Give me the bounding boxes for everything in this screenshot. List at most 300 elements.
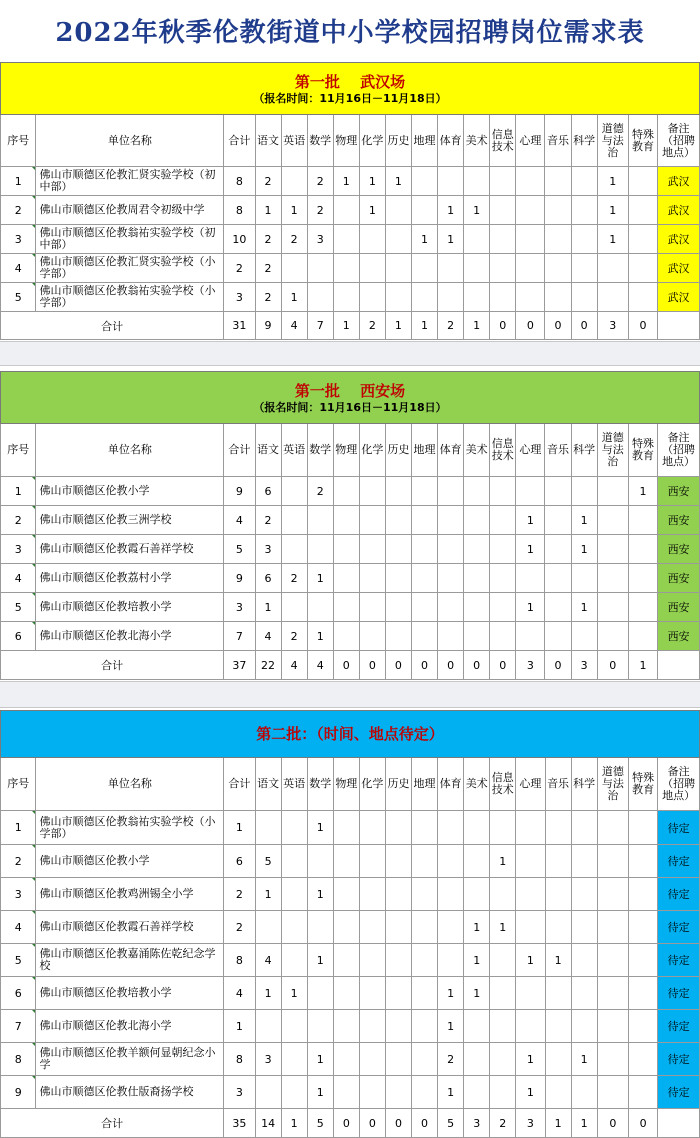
subject-count xyxy=(545,811,571,845)
row-total: 5 xyxy=(224,535,255,564)
header-subject: 英语 xyxy=(281,758,307,811)
subject-count xyxy=(597,977,628,1010)
subject-count xyxy=(307,506,333,535)
subject-count xyxy=(385,1076,411,1109)
subject-count xyxy=(628,977,657,1010)
subject-count xyxy=(333,811,359,845)
subject-count xyxy=(359,622,385,651)
subject-count xyxy=(307,254,333,283)
subject-count xyxy=(412,1010,438,1043)
subject-count xyxy=(255,1010,281,1043)
subject-count xyxy=(597,622,628,651)
recruit-location: 待定 xyxy=(658,878,700,911)
subject-count xyxy=(597,878,628,911)
subject-count: 1 xyxy=(571,506,597,535)
subject-count xyxy=(490,254,516,283)
subject-count xyxy=(516,811,545,845)
subject-count: 3 xyxy=(307,225,333,254)
section-divider xyxy=(0,681,700,708)
registration-period: （报名时间：11月16日－11月18日） xyxy=(253,91,447,105)
subject-count xyxy=(571,254,597,283)
subject-count xyxy=(307,535,333,564)
sum-subject-count: 1 xyxy=(385,312,411,340)
header-subject: 科学 xyxy=(571,424,597,477)
subject-count: 1 xyxy=(333,167,359,196)
subject-count xyxy=(464,477,490,506)
sum-subject-count: 1 xyxy=(333,312,359,340)
subject-count xyxy=(597,811,628,845)
header-subject: 心理 xyxy=(516,424,545,477)
subject-count: 1 xyxy=(571,1043,597,1076)
row-total: 2 xyxy=(224,911,255,944)
subject-count: 1 xyxy=(516,1043,545,1076)
subject-count xyxy=(628,811,657,845)
sum-subject-count: 0 xyxy=(438,651,464,680)
header-subject: 心理 xyxy=(516,115,545,167)
subject-count xyxy=(412,911,438,944)
header-subject: 道德与法治 xyxy=(597,115,628,167)
subject-count xyxy=(545,477,571,506)
header-subject: 音乐 xyxy=(545,758,571,811)
subject-count: 1 xyxy=(255,878,281,911)
unit-name: 佛山市顺德区伦教培教小学 xyxy=(36,593,224,622)
subject-count xyxy=(385,254,411,283)
subject-count: 1 xyxy=(490,845,516,878)
unit-name: 佛山市顺德区伦教周君令初级中学 xyxy=(36,196,224,225)
row-seq: 3 xyxy=(1,535,36,564)
subject-count xyxy=(464,535,490,564)
sum-subject-count: 22 xyxy=(255,651,281,680)
subject-count xyxy=(281,535,307,564)
subject-count xyxy=(571,477,597,506)
subject-count xyxy=(307,283,333,312)
recruit-location: 西安 xyxy=(658,506,700,535)
sum-subject-count: 0 xyxy=(628,1109,657,1138)
recruit-location: 西安 xyxy=(658,477,700,506)
subject-count xyxy=(281,1043,307,1076)
row-seq: 9 xyxy=(1,1076,36,1109)
subject-count xyxy=(385,622,411,651)
subject-count xyxy=(359,811,385,845)
subject-count xyxy=(545,225,571,254)
subject-count xyxy=(516,167,545,196)
subject-count: 1 xyxy=(516,593,545,622)
subject-count xyxy=(412,811,438,845)
sum-subject-count: 2 xyxy=(438,312,464,340)
sum-subject-count: 0 xyxy=(411,651,437,680)
subject-count xyxy=(597,506,628,535)
subject-count: 1 xyxy=(438,977,464,1010)
subject-count: 1 xyxy=(438,1076,464,1109)
header-subject: 道德与法治 xyxy=(597,424,628,477)
subject-count xyxy=(359,1010,385,1043)
subject-count xyxy=(359,593,385,622)
header-subject: 音乐 xyxy=(545,424,571,477)
registration-period: （报名时间：11月16日－11月18日） xyxy=(253,400,447,414)
header-subject: 地理 xyxy=(412,758,438,811)
header-subject: 信息技术 xyxy=(490,115,516,167)
section-banner-row xyxy=(1,63,700,115)
subject-count xyxy=(307,977,333,1010)
sum-subject-count: 0 xyxy=(628,312,657,340)
subject-count: 5 xyxy=(255,845,281,878)
recruit-location: 待定 xyxy=(658,944,700,977)
table-row xyxy=(1,878,700,911)
subject-count xyxy=(464,878,490,911)
table-row xyxy=(1,977,700,1010)
subject-count: 1 xyxy=(628,477,657,506)
subject-count xyxy=(385,535,411,564)
section-title: 第一批 武汉场 xyxy=(294,72,406,91)
sum-subject-count: 0 xyxy=(385,651,411,680)
subject-count xyxy=(255,811,281,845)
subject-count: 1 xyxy=(281,196,307,225)
subject-count xyxy=(333,911,359,944)
subject-count xyxy=(412,1076,438,1109)
header-remark: 备注（招聘地点） xyxy=(658,115,700,167)
subject-count xyxy=(490,593,516,622)
subject-count xyxy=(385,196,411,225)
subject-count xyxy=(411,506,437,535)
unit-name: 佛山市顺德区伦教荔村小学 xyxy=(36,564,224,593)
subject-count: 1 xyxy=(307,878,333,911)
subject-count: 1 xyxy=(516,944,545,977)
subject-count xyxy=(490,167,516,196)
subject-count: 1 xyxy=(597,167,628,196)
recruit-location: 西安 xyxy=(658,593,700,622)
subject-count xyxy=(438,254,464,283)
subject-count xyxy=(490,564,516,593)
subject-count xyxy=(359,878,385,911)
table-row xyxy=(1,225,700,254)
header-subject: 体育 xyxy=(438,758,464,811)
subject-count: 6 xyxy=(255,477,281,506)
subject-count xyxy=(490,878,516,911)
row-total: 9 xyxy=(224,564,255,593)
row-seq: 2 xyxy=(1,845,36,878)
subject-count xyxy=(464,593,490,622)
subject-count xyxy=(628,878,657,911)
subject-count xyxy=(628,845,657,878)
subject-count xyxy=(516,622,545,651)
subject-count xyxy=(597,845,628,878)
subject-count xyxy=(628,535,657,564)
subject-count xyxy=(597,477,628,506)
table-row xyxy=(1,477,700,506)
subject-count xyxy=(571,1010,597,1043)
header-unit: 单位名称 xyxy=(36,115,224,167)
unit-name: 佛山市顺德区伦教嘉涌陈佐乾纪念学校 xyxy=(36,944,224,977)
subject-count xyxy=(385,506,411,535)
recruit-location: 待定 xyxy=(658,1010,700,1043)
subject-count: 2 xyxy=(281,564,307,593)
document-title: 2022年秋季伦教街道中小学校园招聘岗位需求表 xyxy=(55,17,645,48)
subject-count xyxy=(438,593,464,622)
row-seq: 4 xyxy=(1,911,36,944)
row-seq: 5 xyxy=(1,283,36,312)
sum-subject-count: 0 xyxy=(359,1109,385,1138)
sum-subject-count: 4 xyxy=(281,651,307,680)
subject-count xyxy=(516,225,545,254)
subject-count xyxy=(438,911,464,944)
subject-count: 6 xyxy=(255,564,281,593)
subject-count xyxy=(597,911,628,944)
subject-count xyxy=(490,944,516,977)
subject-count xyxy=(359,845,385,878)
recruit-location: 武汉 xyxy=(658,167,700,196)
sum-subject-count: 3 xyxy=(464,1109,490,1138)
subject-count xyxy=(281,167,307,196)
subject-count xyxy=(385,477,411,506)
subject-count xyxy=(411,283,437,312)
subject-count xyxy=(464,283,490,312)
header-subject: 科学 xyxy=(571,758,597,811)
subject-count: 1 xyxy=(490,911,516,944)
header-subject: 英语 xyxy=(281,115,307,167)
table-row xyxy=(1,811,700,845)
sum-subject-count: 5 xyxy=(307,1109,333,1138)
row-total: 3 xyxy=(224,1076,255,1109)
header-subject: 体育 xyxy=(438,424,464,477)
column-header-row xyxy=(1,758,700,811)
table-row xyxy=(1,845,700,878)
subject-count xyxy=(281,878,307,911)
header-total: 合计 xyxy=(224,758,255,811)
subject-count: 1 xyxy=(516,535,545,564)
row-total: 8 xyxy=(224,196,255,225)
subject-count xyxy=(571,878,597,911)
sum-subject-count: 5 xyxy=(438,1109,464,1138)
subject-count xyxy=(571,977,597,1010)
header-subject: 历史 xyxy=(385,115,411,167)
section-banner-row xyxy=(1,711,700,758)
subject-count xyxy=(438,811,464,845)
header-subject: 地理 xyxy=(411,115,437,167)
subject-count xyxy=(628,167,657,196)
recruitment-table-wuhan xyxy=(0,62,700,340)
row-total: 8 xyxy=(224,1043,255,1076)
header-subject: 历史 xyxy=(385,424,411,477)
row-total: 4 xyxy=(224,506,255,535)
subject-count xyxy=(438,506,464,535)
header-seq: 序号 xyxy=(1,758,36,811)
header-total: 合计 xyxy=(224,424,255,477)
subject-count xyxy=(628,593,657,622)
section-banner-row xyxy=(1,372,700,424)
sum-subject-count: 0 xyxy=(545,312,571,340)
subject-count: 1 xyxy=(307,1076,333,1109)
subject-count xyxy=(412,845,438,878)
subject-count xyxy=(545,845,571,878)
subject-count xyxy=(490,225,516,254)
subject-count: 2 xyxy=(281,622,307,651)
subject-count xyxy=(490,535,516,564)
row-total: 10 xyxy=(224,225,255,254)
row-seq: 5 xyxy=(1,593,36,622)
subject-count xyxy=(307,845,333,878)
unit-name: 佛山市顺德区伦教汇贤实验学校（初中部） xyxy=(36,167,224,196)
subject-count xyxy=(490,477,516,506)
subject-count xyxy=(281,254,307,283)
column-header-row xyxy=(1,424,700,477)
header-subject: 音乐 xyxy=(545,115,571,167)
unit-name: 佛山市顺德区伦教小学 xyxy=(36,845,224,878)
section-title: 第一批 西安场 xyxy=(294,381,406,400)
subject-count xyxy=(411,254,437,283)
subject-count xyxy=(438,477,464,506)
subject-count xyxy=(597,944,628,977)
subject-count: 2 xyxy=(307,167,333,196)
subject-count xyxy=(628,622,657,651)
subject-count: 1 xyxy=(464,196,490,225)
subject-count: 1 xyxy=(307,811,333,845)
subject-count xyxy=(385,1010,411,1043)
table-row xyxy=(1,506,700,535)
table-row xyxy=(1,593,700,622)
subject-count xyxy=(571,845,597,878)
sum-total: 35 xyxy=(224,1109,255,1138)
subject-count xyxy=(628,564,657,593)
sum-subject-count: 0 xyxy=(490,312,516,340)
sum-label: 合计 xyxy=(1,651,224,680)
recruitment-table-xian xyxy=(0,371,700,680)
subject-count xyxy=(597,1043,628,1076)
subject-count: 1 xyxy=(464,944,490,977)
table-row xyxy=(1,535,700,564)
subject-count xyxy=(490,811,516,845)
sum-subject-count: 2 xyxy=(490,1109,516,1138)
subject-count xyxy=(571,944,597,977)
subject-count xyxy=(545,622,571,651)
subject-count xyxy=(359,944,385,977)
subject-count xyxy=(333,506,359,535)
subject-count xyxy=(490,283,516,312)
sum-label: 合计 xyxy=(1,1109,224,1138)
sum-subject-count: 1 xyxy=(464,312,490,340)
sum-subject-count: 0 xyxy=(516,312,545,340)
subject-count xyxy=(411,535,437,564)
subject-count xyxy=(385,811,411,845)
sum-subject-count: 7 xyxy=(307,312,333,340)
row-seq: 1 xyxy=(1,167,36,196)
subject-count xyxy=(571,167,597,196)
subject-count: 1 xyxy=(545,944,571,977)
sum-subject-count: 3 xyxy=(516,1109,545,1138)
unit-name: 佛山市顺德区伦教三洲学校 xyxy=(36,506,224,535)
subject-count xyxy=(571,911,597,944)
subject-count xyxy=(464,506,490,535)
subject-count xyxy=(571,225,597,254)
subject-count xyxy=(490,622,516,651)
sum-remark xyxy=(658,312,700,340)
subject-count xyxy=(490,1076,516,1109)
header-subject: 物理 xyxy=(333,115,359,167)
subject-count xyxy=(571,283,597,312)
unit-name: 佛山市顺德区伦教北海小学 xyxy=(36,1010,224,1043)
unit-name: 佛山市顺德区伦教培教小学 xyxy=(36,977,224,1010)
subject-count xyxy=(571,1076,597,1109)
unit-name: 佛山市顺德区伦教翁祐实验学校（初中部） xyxy=(36,225,224,254)
subject-count xyxy=(464,811,490,845)
subject-count: 1 xyxy=(597,196,628,225)
subject-count: 4 xyxy=(255,622,281,651)
section-banner xyxy=(1,63,700,115)
subject-count xyxy=(307,593,333,622)
subject-count xyxy=(464,564,490,593)
row-seq: 4 xyxy=(1,564,36,593)
recruit-location: 西安 xyxy=(658,564,700,593)
sum-subject-count: 1 xyxy=(628,651,657,680)
unit-name: 佛山市顺德区伦教北海小学 xyxy=(36,622,224,651)
sum-subject-count: 0 xyxy=(571,312,597,340)
sum-subject-count: 1 xyxy=(281,1109,307,1138)
subject-count xyxy=(412,977,438,1010)
recruit-location: 武汉 xyxy=(658,196,700,225)
subject-count xyxy=(359,911,385,944)
row-seq: 7 xyxy=(1,1010,36,1043)
header-unit: 单位名称 xyxy=(36,424,224,477)
subject-count xyxy=(490,1043,516,1076)
subject-count xyxy=(385,911,411,944)
table-row xyxy=(1,196,700,225)
subject-count xyxy=(411,564,437,593)
sum-subject-count: 4 xyxy=(281,312,307,340)
subject-count xyxy=(516,845,545,878)
subject-count xyxy=(385,845,411,878)
unit-name: 佛山市顺德区伦教鸡洲锡全小学 xyxy=(36,878,224,911)
subject-count xyxy=(490,196,516,225)
subject-count xyxy=(359,506,385,535)
sum-subject-count: 0 xyxy=(597,1109,628,1138)
recruit-location: 待定 xyxy=(658,911,700,944)
subject-count: 4 xyxy=(255,944,281,977)
header-subject: 特殊教育 xyxy=(628,424,657,477)
sum-total: 31 xyxy=(224,312,255,340)
subject-count: 1 xyxy=(597,225,628,254)
subject-count: 1 xyxy=(307,564,333,593)
header-subject: 信息技术 xyxy=(490,424,516,477)
recruit-location: 待定 xyxy=(658,811,700,845)
subject-count xyxy=(255,911,281,944)
section-divider xyxy=(0,341,700,366)
sum-label: 合计 xyxy=(1,312,224,340)
section-banner xyxy=(1,711,700,758)
subject-count: 1 xyxy=(571,593,597,622)
row-total: 8 xyxy=(224,167,255,196)
subject-count xyxy=(516,283,545,312)
row-seq: 2 xyxy=(1,506,36,535)
subject-count: 2 xyxy=(255,283,281,312)
header-seq: 序号 xyxy=(1,115,36,167)
header-subject: 科学 xyxy=(571,115,597,167)
subject-count xyxy=(545,1076,571,1109)
sum-subject-count: 0 xyxy=(333,651,359,680)
subject-count xyxy=(333,535,359,564)
row-total: 7 xyxy=(224,622,255,651)
subject-count: 1 xyxy=(281,283,307,312)
subject-count xyxy=(516,564,545,593)
subject-count xyxy=(628,1043,657,1076)
subject-count xyxy=(438,878,464,911)
header-remark: 备注（招聘地点） xyxy=(658,758,700,811)
subject-count: 1 xyxy=(359,196,385,225)
header-subject: 数学 xyxy=(307,758,333,811)
subject-count xyxy=(411,622,437,651)
header-remark: 备注（招聘地点） xyxy=(658,424,700,477)
subject-count xyxy=(333,944,359,977)
subject-count xyxy=(385,977,411,1010)
row-seq: 1 xyxy=(1,477,36,506)
